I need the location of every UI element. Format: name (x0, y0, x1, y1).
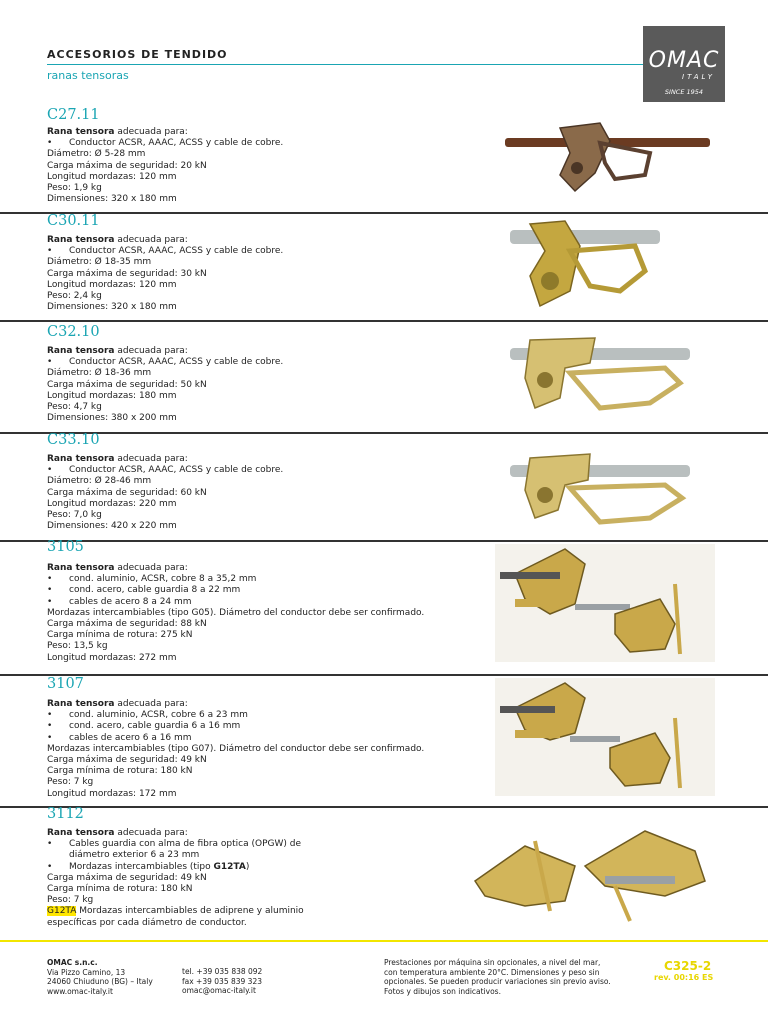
spec-text: Diámetro: Ø 28-46 mm (47, 476, 152, 487)
spec-line (47, 839, 304, 850)
spec-bold-label: Rana tensora (47, 235, 115, 245)
spec-text: Diámetro: Ø 18-36 mm (47, 368, 152, 379)
footer-note-3: opcionales. Se pueden producir variaciones sin previo aviso. (384, 977, 611, 986)
section-divider (0, 212, 768, 214)
spec-text: Dimensiones: 420 x 220 mm (47, 521, 177, 532)
spec-text: adecuada para: (114, 346, 188, 356)
header-divider (47, 64, 647, 65)
spec-text: cond. aluminio, ACSR, cobre 6 a 23 mm (69, 710, 248, 721)
spec-text: Conductor ACSR, AAAC, ACSS y cable de cobre. (69, 357, 284, 368)
product-image-c33-10 (510, 440, 690, 535)
spec-line (47, 183, 283, 194)
footer-contact-block (182, 967, 262, 996)
footer-note-1: Prestaciones por máquina sin opcionales, a nivel del mar, (384, 958, 601, 967)
product-image-3105 (495, 544, 715, 662)
spec-text: Longitud mordazas: 120 mm (47, 279, 177, 290)
section-divider (0, 806, 768, 808)
spec-text: Mordazas intercambiables (tipo G05). Diámetro del conductor debe ser confirmado. (47, 607, 425, 618)
product-code: 3105 (47, 539, 84, 555)
spec-line (47, 499, 283, 510)
spec-line (47, 918, 304, 929)
bullet-icon: • (47, 721, 53, 732)
section-divider (0, 432, 768, 434)
spec-line (47, 291, 283, 302)
spec-line (47, 789, 424, 800)
spec-text-after: ) (245, 861, 250, 872)
spec-line (47, 630, 424, 641)
spec-line (47, 766, 424, 777)
spec-line (47, 138, 283, 149)
spec-text: cond. acero, cable guardia 8 a 22 mm (69, 585, 241, 596)
footer-website[interactable]: www.omac-italy.it (47, 986, 113, 996)
spec-line (47, 357, 283, 368)
spec-line (47, 733, 424, 744)
spec-line (47, 346, 283, 357)
spec-line (47, 653, 424, 664)
footer-note-4: Fotos y dibujos son indicativos. (384, 986, 501, 996)
spec-line (47, 161, 283, 172)
spec-line (47, 521, 283, 532)
spec-text: Longitud mordazas: 272 mm (47, 652, 177, 663)
spec-text: Longitud mordazas: 172 mm (47, 788, 177, 799)
spec-line (47, 380, 283, 391)
spec-line (47, 402, 283, 413)
spec-text: Peso: 7 kg (47, 895, 94, 906)
bullet-icon: • (47, 585, 53, 596)
footer-tel: tel. +39 035 838 092 (182, 967, 263, 976)
bullet-icon: • (47, 861, 53, 872)
spec-line (47, 619, 424, 630)
spec-line (47, 391, 283, 402)
spec-text: adecuada para: (114, 454, 188, 464)
footer-email[interactable]: omac@omac-italy.it (182, 986, 256, 995)
spec-line (47, 302, 283, 313)
footer-address1: Via Pizzo Camino, 13 (47, 967, 126, 977)
spec-text: Longitud mordazas: 220 mm (47, 498, 177, 509)
spec-bold-label: Rana tensora (47, 828, 115, 838)
footer-notes (384, 958, 611, 996)
spec-text: Carga máxima de seguridad: 88 kN (47, 619, 207, 630)
spec-text: diámetro exterior 6 a 23 mm (69, 850, 200, 861)
spec-line (47, 862, 304, 873)
product-image-c30-11 (510, 216, 660, 316)
spec-text: Carga mínima de rotura: 180 kN (47, 884, 193, 895)
spec-bold-label: Rana tensora (47, 454, 115, 464)
spec-text: Carga máxima de seguridad: 60 kN (47, 487, 207, 498)
spec-line (47, 280, 283, 291)
logo-brand: OMAC (648, 48, 720, 73)
spec-text: Carga máxima de seguridad: 49 kN (47, 755, 207, 766)
spec-text: Carga mínima de rotura: 275 kN (47, 630, 193, 641)
spec-text: Diámetro: Ø 18-35 mm (47, 257, 152, 268)
section-divider (0, 674, 768, 676)
bullet-icon: • (47, 710, 53, 721)
spec-line (47, 574, 424, 585)
spec-text: Mordazas intercambiables (tipo (69, 861, 214, 872)
spec-line (47, 454, 283, 465)
spec-line (47, 755, 424, 766)
spec-text: adecuada para: (114, 828, 188, 838)
spec-line (47, 257, 283, 268)
spec-line (47, 608, 424, 619)
product-image-c32-10 (510, 328, 690, 428)
spec-line (47, 828, 304, 839)
spec-line (47, 149, 283, 160)
spec-line (47, 777, 424, 788)
spec-text: Peso: 7 kg (47, 777, 94, 788)
spec-text: Dimensiones: 320 x 180 mm (47, 302, 177, 313)
spec-line (47, 850, 304, 861)
spec-line (47, 884, 304, 895)
footer-fax: fax +39 035 839 323 (182, 976, 262, 986)
product-specs (47, 699, 424, 800)
spec-text: específicas por cada diámetro de conductor. (47, 917, 247, 928)
spec-text: Diámetro: Ø 5-28 mm (47, 149, 146, 160)
product-image-3107 (495, 678, 715, 796)
spec-text: Peso: 1,9 kg (47, 183, 102, 194)
spec-text: cond. aluminio, ACSR, cobre 8 a 35,2 mm (69, 574, 257, 585)
product-code: 3107 (47, 676, 84, 692)
spec-text: Conductor ACSR, AAAC, ACSS y cable de cobre. (69, 138, 284, 149)
product-code: 3112 (47, 806, 84, 822)
spec-text: Peso: 7,0 kg (47, 510, 102, 521)
spec-bold-label: Rana tensora (47, 346, 115, 356)
spec-text: adecuada para: (114, 699, 188, 709)
spec-line (47, 465, 283, 476)
spec-line (47, 597, 424, 608)
bullet-icon: • (47, 839, 53, 850)
bullet-icon: • (47, 596, 53, 607)
footer-address2: 24060 Chiuduno (BG) – Italy (47, 977, 153, 986)
spec-line (47, 246, 283, 257)
spec-text: Carga máxima de seguridad: 20 kN (47, 160, 207, 171)
product-code: C27.11 (47, 107, 100, 123)
omac-logo (643, 26, 725, 102)
spec-line (47, 744, 424, 755)
spec-text: Longitud mordazas: 180 mm (47, 390, 177, 401)
bullet-icon: • (47, 138, 53, 149)
bullet-icon: • (47, 732, 53, 743)
product-specs (47, 563, 424, 664)
footer-company: OMAC s.n.c. (47, 958, 98, 967)
spec-text: Carga máxima de seguridad: 49 kN (47, 872, 207, 883)
spec-line (47, 413, 283, 424)
spec-line (47, 585, 424, 596)
spec-line (47, 710, 424, 721)
section-divider (0, 540, 768, 542)
spec-text: adecuada para: (114, 235, 188, 245)
logo-country: ITALY (682, 73, 715, 81)
product-image-3112 (465, 826, 715, 926)
bullet-icon: • (47, 246, 53, 257)
footer-company-block (47, 958, 153, 996)
spec-text: Peso: 2,4 kg (47, 291, 102, 302)
spec-bold-code: G12TA (213, 861, 246, 872)
spec-bold-label: Rana tensora (47, 699, 115, 709)
product-code: C32.10 (47, 324, 100, 340)
spec-bold-label: Rana tensora (47, 563, 115, 573)
product-code: C33.10 (47, 432, 100, 448)
spec-text: Dimensiones: 320 x 180 mm (47, 194, 177, 205)
spec-text: adecuada para: (114, 563, 188, 573)
spec-text: cables de acero 6 a 16 mm (69, 732, 192, 743)
product-specs (47, 346, 283, 424)
spec-text: cond. acero, cable guardia 6 a 16 mm (69, 721, 241, 732)
spec-line (47, 235, 283, 246)
spec-text: Peso: 4,7 kg (47, 402, 102, 413)
document-code: C325-2 (664, 959, 712, 973)
spec-line (47, 563, 424, 574)
product-image-c27-11 (505, 113, 710, 195)
spec-text: Mordazas intercambiables de adiprene y aluminio (76, 906, 304, 917)
spec-text: Peso: 13,5 kg (47, 641, 108, 652)
spec-text: Carga máxima de seguridad: 30 kN (47, 268, 207, 279)
spec-text: Longitud mordazas: 120 mm (47, 171, 177, 182)
spec-text: Carga mínima de rotura: 180 kN (47, 766, 193, 777)
section-title: ACCESORIOS DE TENDIDO (47, 48, 228, 61)
bullet-icon: • (47, 574, 53, 585)
spec-text: Dimensiones: 380 x 200 mm (47, 413, 177, 424)
spec-line (47, 699, 424, 710)
bullet-icon: • (47, 465, 53, 476)
spec-line (47, 906, 304, 917)
spec-text: Conductor ACSR, AAAC, ACSS y cable de cobre. (69, 246, 284, 257)
spec-line (47, 368, 283, 379)
spec-text: Mordazas intercambiables (tipo G07). Diámetro del conductor debe ser confirmado. (47, 743, 425, 754)
spec-line (47, 476, 283, 487)
highlight-tag: G12TA (47, 906, 77, 917)
spec-line (47, 641, 424, 652)
footer-note-2: con temperatura ambiente 20°C. Dimensiones y peso sin (384, 967, 600, 977)
product-specs (47, 454, 283, 532)
spec-line (47, 194, 283, 205)
spec-line (47, 895, 304, 906)
product-code: C30.11 (47, 213, 100, 229)
section-divider (0, 320, 768, 322)
spec-bold-label: Rana tensora (47, 127, 115, 137)
spec-line (47, 721, 424, 732)
spec-text: cables de acero 8 a 24 mm (69, 596, 192, 607)
document-revision: rev. 00:16 ES (654, 973, 714, 982)
spec-line (47, 269, 283, 280)
bullet-icon: • (47, 357, 53, 368)
product-specs (47, 127, 283, 205)
spec-text: adecuada para: (114, 127, 188, 137)
spec-text: Conductor ACSR, AAAC, ACSS y cable de cobre. (69, 465, 284, 476)
spec-line (47, 873, 304, 884)
footer-divider (0, 940, 768, 942)
spec-text: Cables guardia con alma de fibra optica (OPGW) de (69, 839, 302, 850)
logo-since: SINCE 1954 (664, 88, 704, 96)
spec-line (47, 127, 283, 138)
spec-text: Carga máxima de seguridad: 50 kN (47, 379, 207, 390)
spec-line (47, 488, 283, 499)
spec-line (47, 510, 283, 521)
section-subtitle: ranas tensoras (47, 69, 129, 82)
product-specs (47, 235, 283, 313)
product-specs (47, 828, 304, 929)
spec-line (47, 172, 283, 183)
